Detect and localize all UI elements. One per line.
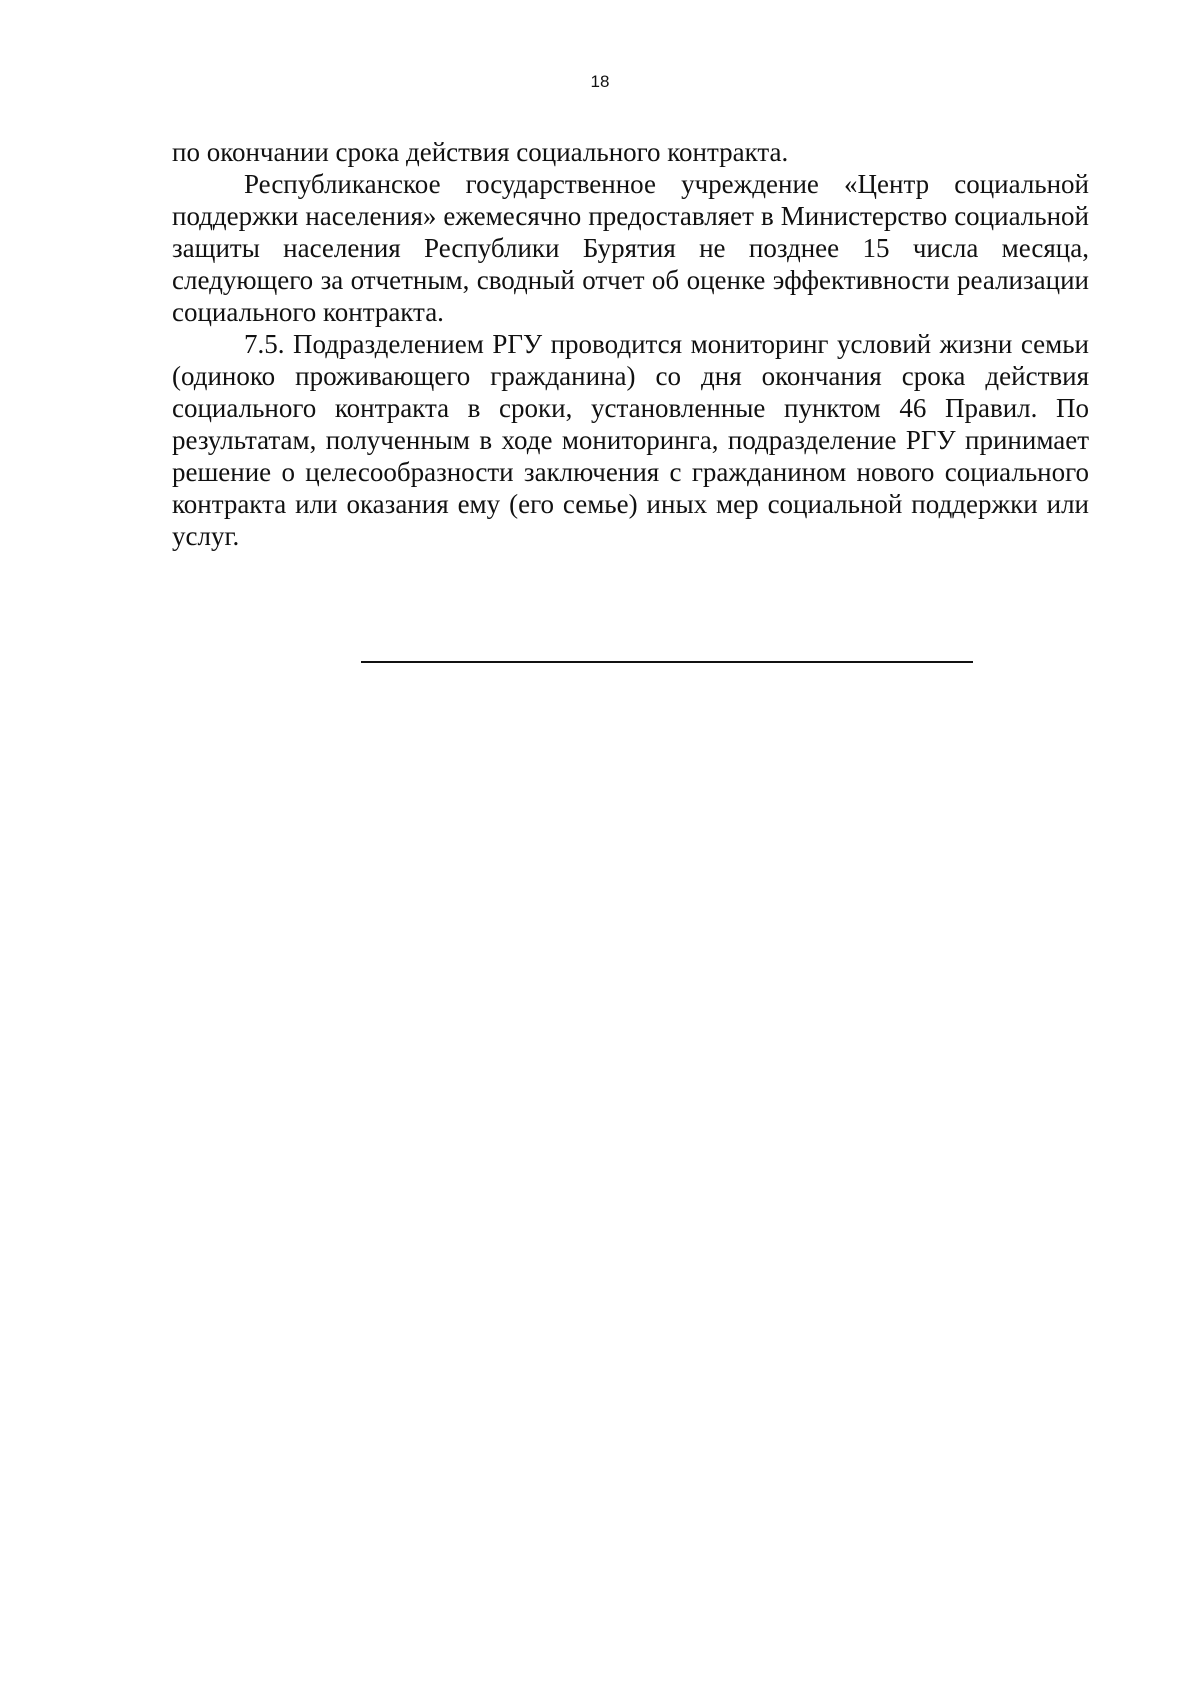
page-number: 18 [590,72,610,91]
paragraph-monthly-report: Республиканское государственное учреждение «Центр социальной поддержки населения» ежемесячно предоставляет в Министерство социальной защиты населения Республики Бурятия не позднее 15 числа месяца, следующего за отчетным, сводный отчет об оценке эффективности реализации социального контракта. [172,169,1089,327]
end-of-document-divider [361,661,973,663]
document-body [172,136,1089,552]
paragraph-contract-end: по окончании срока действия социального контракта. [172,137,789,167]
paragraph-7-5-monitoring: 7.5. Подразделением РГУ проводится мониторинг условий жизни семьи (одиноко проживающего гражданина) со дня окончания срока действия социального контракта в сроки, установленные пунктом 46 Правил. По результатам, полученным в ходе мониторинга, подразделение РГУ принимает решение о целесообразности заключения с гражданином нового социального контракта или оказания ему (его семье) иных мер социальной поддержки или услуг. [172,329,1089,551]
